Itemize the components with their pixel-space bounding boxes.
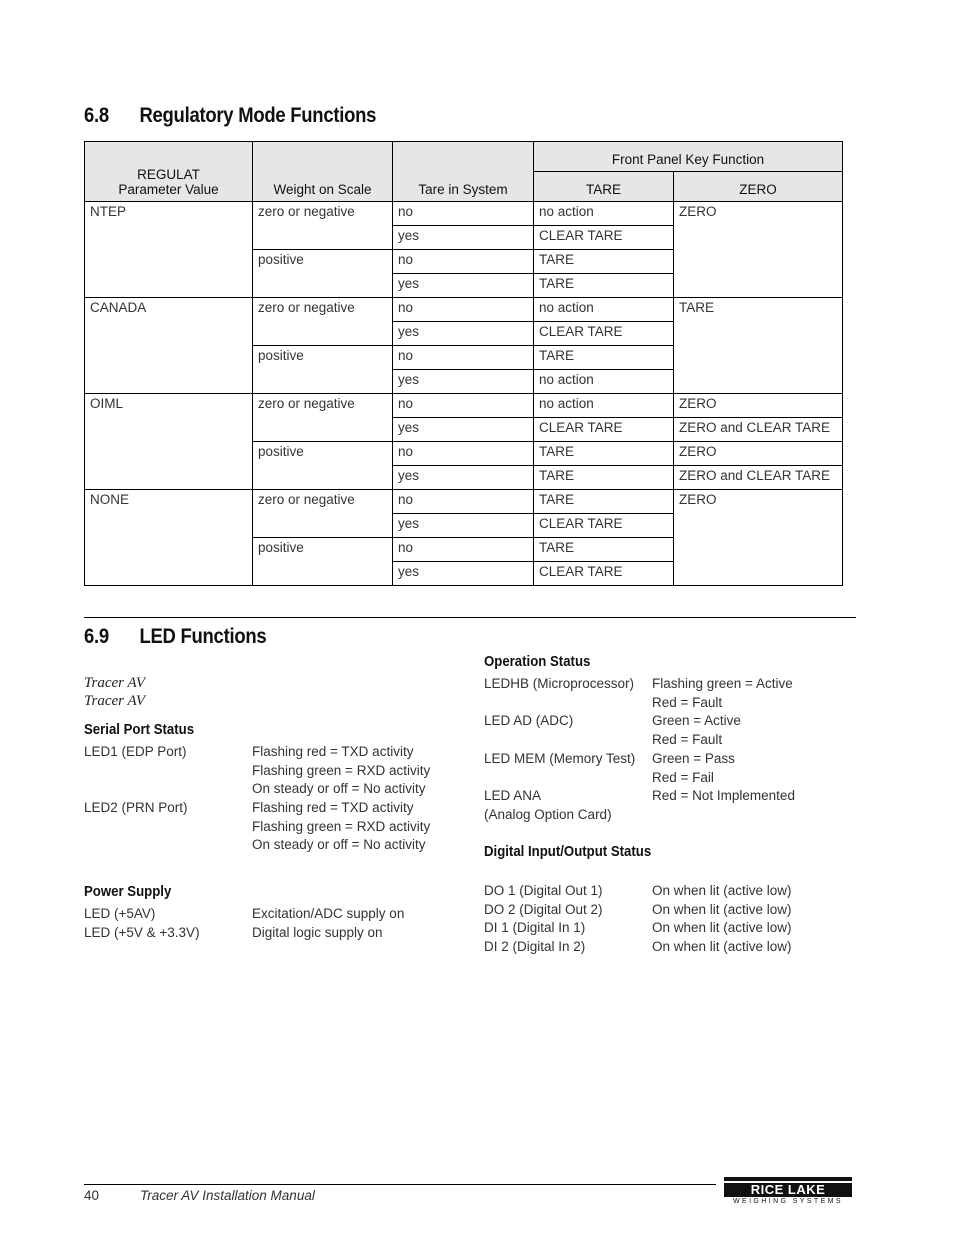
tare-key-cell: TARE bbox=[534, 466, 674, 490]
weight-cell: positive bbox=[253, 250, 393, 298]
led2-label: LED2 (PRN Port) bbox=[84, 800, 188, 815]
zero-key-cell: ZERO bbox=[674, 442, 843, 466]
regulatory-table-body bbox=[85, 202, 843, 586]
section-number: 6.8 bbox=[84, 104, 109, 127]
table-row bbox=[85, 394, 843, 418]
table-row bbox=[85, 202, 843, 226]
tare-in-system-cell: yes bbox=[393, 226, 534, 250]
weight-cell: positive bbox=[253, 346, 393, 394]
logo-bar bbox=[724, 1177, 852, 1181]
tare-in-system-cell: yes bbox=[393, 562, 534, 586]
dio-value: On when lit (active low) bbox=[652, 883, 792, 898]
led-state-line: On steady or off = No activity bbox=[252, 781, 426, 797]
operation-led-value: Red = Not Implemented bbox=[652, 788, 795, 804]
mode-cell: CANADA bbox=[85, 298, 253, 394]
header-param: Parameter Value bbox=[118, 182, 219, 197]
power-supply-values bbox=[252, 905, 404, 942]
weight-cell: positive bbox=[253, 442, 393, 490]
led1-label: LED1 (EDP Port) bbox=[84, 744, 187, 759]
zero-key-cell: ZERO bbox=[674, 394, 843, 418]
tare-in-system-cell: no bbox=[393, 394, 534, 418]
tare-in-system-cell: no bbox=[393, 298, 534, 322]
tare-in-system-cell: no bbox=[393, 346, 534, 370]
operation-status-values bbox=[652, 675, 795, 806]
weight-cell: zero or negative bbox=[253, 202, 393, 250]
footer-rule bbox=[84, 1184, 716, 1185]
tare-in-system-cell: no bbox=[393, 250, 534, 274]
logo-sub-text: WEIGHING SYSTEMS bbox=[733, 1198, 843, 1205]
tare-in-system-cell: no bbox=[393, 490, 534, 514]
power-led-label: LED (+5AV) bbox=[84, 906, 156, 921]
led2-description bbox=[252, 799, 430, 855]
operation-led-label: LED ANA bbox=[484, 788, 542, 804]
tare-key-cell: no action bbox=[534, 298, 674, 322]
led-state-line: Flashing green = RXD activity bbox=[252, 818, 431, 834]
tare-key-cell: CLEAR TARE bbox=[534, 418, 674, 442]
tare-key-cell: no action bbox=[534, 202, 674, 226]
section-6-9-heading bbox=[84, 625, 266, 649]
tare-in-system-cell: no bbox=[393, 442, 534, 466]
operation-led-label bbox=[484, 769, 635, 788]
weight-cell: positive bbox=[253, 538, 393, 586]
power-led-label: LED (+5V & +3.3V) bbox=[84, 924, 200, 940]
digital-io-values bbox=[652, 882, 792, 957]
zero-key-cell: ZERO and CLEAR TARE bbox=[674, 418, 843, 442]
tare-key-cell: TARE bbox=[534, 442, 674, 466]
tare-key-cell: CLEAR TARE bbox=[534, 322, 674, 346]
section-6-8-heading bbox=[84, 104, 376, 128]
dio-value: On when lit (active low) bbox=[652, 901, 792, 917]
tare-key-cell: TARE bbox=[534, 346, 674, 370]
section-title: Regulatory Mode Functions bbox=[139, 104, 377, 127]
logo-main-text: RICE LAKE bbox=[724, 1183, 852, 1197]
power-supply-heading: Power Supply bbox=[84, 883, 172, 900]
operation-led-value: Red = Fail bbox=[652, 769, 714, 785]
dio-value: On when lit (active low) bbox=[652, 920, 792, 936]
tare-key-cell: TARE bbox=[534, 538, 674, 562]
dio-label: DO 1 (Digital Out 1) bbox=[484, 883, 603, 898]
tare-key-cell: TARE bbox=[534, 250, 674, 274]
tare-key-cell: CLEAR TARE bbox=[534, 226, 674, 250]
header-regulat: REGULAT bbox=[137, 167, 200, 182]
tare-in-system-cell: yes bbox=[393, 466, 534, 490]
power-supply-labels bbox=[84, 905, 200, 942]
tare-in-system-cell: no bbox=[393, 538, 534, 562]
tare-in-system-cell: yes bbox=[393, 274, 534, 298]
digital-io-status-heading: Digital Input/Output Status bbox=[484, 843, 652, 860]
page-number: 40 bbox=[84, 1188, 100, 1203]
weight-cell: zero or negative bbox=[253, 394, 393, 442]
dio-label: DO 2 (Digital Out 2) bbox=[484, 901, 603, 917]
led-state-line: Flashing red = TXD activity bbox=[252, 800, 414, 815]
serial-port-status-heading: Serial Port Status bbox=[84, 721, 195, 738]
mode-cell: NTEP bbox=[85, 202, 253, 298]
header-tare-in-system: Tare in System bbox=[393, 142, 534, 202]
mode-cell: OIML bbox=[85, 394, 253, 490]
operation-led-label: LED AD (ADC) bbox=[484, 713, 574, 729]
mode-cell: NONE bbox=[85, 490, 253, 586]
operation-led-value: Flashing green = Active bbox=[652, 676, 793, 691]
regulatory-mode-table bbox=[84, 141, 843, 586]
weight-cell: zero or negative bbox=[253, 490, 393, 538]
manual-title: Tracer AV Installation Manual bbox=[140, 1188, 315, 1203]
operation-status-heading: Operation Status bbox=[484, 653, 591, 670]
section-title: LED Functions bbox=[139, 625, 267, 648]
header-zero: ZERO bbox=[674, 172, 843, 202]
intro-text bbox=[84, 674, 145, 710]
tare-key-cell: TARE bbox=[534, 274, 674, 298]
tare-in-system-cell: no bbox=[393, 202, 534, 226]
operation-led-label: (Analog Option Card) bbox=[484, 806, 612, 822]
tare-in-system-cell: yes bbox=[393, 370, 534, 394]
intro-line: Tracer AV bbox=[84, 693, 146, 709]
tare-key-cell: no action bbox=[534, 370, 674, 394]
tare-key-cell: TARE bbox=[534, 490, 674, 514]
operation-status-labels bbox=[484, 675, 635, 825]
zero-key-cell: ZERO bbox=[674, 490, 843, 586]
operation-led-value: Green = Pass bbox=[652, 750, 735, 766]
dio-value: On when lit (active low) bbox=[652, 939, 792, 955]
led1-description bbox=[252, 743, 430, 799]
header-front-panel-key-function: Front Panel Key Function bbox=[534, 142, 843, 172]
table-row bbox=[85, 298, 843, 322]
operation-led-label bbox=[484, 731, 635, 750]
tare-key-cell: no action bbox=[534, 394, 674, 418]
tare-key-cell: CLEAR TARE bbox=[534, 562, 674, 586]
weight-cell: zero or negative bbox=[253, 298, 393, 346]
header-parameter-value bbox=[85, 142, 253, 202]
dio-label: DI 1 (Digital In 1) bbox=[484, 920, 586, 936]
operation-led-label bbox=[484, 694, 635, 713]
operation-led-label: LED MEM (Memory Test) bbox=[484, 750, 636, 766]
tare-in-system-cell: yes bbox=[393, 514, 534, 538]
header-weight-on-scale: Weight on Scale bbox=[253, 142, 393, 202]
led-state-line: On steady or off = No activity bbox=[252, 837, 426, 853]
section-divider bbox=[84, 617, 856, 618]
table-row bbox=[85, 490, 843, 514]
power-led-value: Excitation/ADC supply on bbox=[252, 906, 405, 921]
tare-key-cell: CLEAR TARE bbox=[534, 514, 674, 538]
led-state-line: Flashing red = TXD activity bbox=[252, 744, 414, 759]
power-led-value: Digital logic supply on bbox=[252, 924, 383, 940]
digital-io-labels bbox=[484, 882, 603, 957]
dio-label: DI 2 (Digital In 2) bbox=[484, 939, 586, 955]
operation-led-value: Green = Active bbox=[652, 713, 741, 729]
section-number: 6.9 bbox=[84, 625, 109, 648]
zero-key-cell: ZERO bbox=[674, 202, 843, 298]
tare-in-system-cell: yes bbox=[393, 322, 534, 346]
rice-lake-logo bbox=[724, 1177, 852, 1207]
operation-led-value: Red = Fault bbox=[652, 732, 723, 748]
zero-key-cell: ZERO and CLEAR TARE bbox=[674, 466, 843, 490]
led-state-line: Flashing green = RXD activity bbox=[252, 762, 431, 778]
operation-led-value: Red = Fault bbox=[652, 694, 723, 710]
operation-led-label: LEDHB (Microprocessor) bbox=[484, 676, 635, 691]
zero-key-cell: TARE bbox=[674, 298, 843, 394]
tare-in-system-cell: yes bbox=[393, 418, 534, 442]
header-tare: TARE bbox=[534, 172, 674, 202]
intro-line: Tracer AV bbox=[84, 675, 146, 691]
